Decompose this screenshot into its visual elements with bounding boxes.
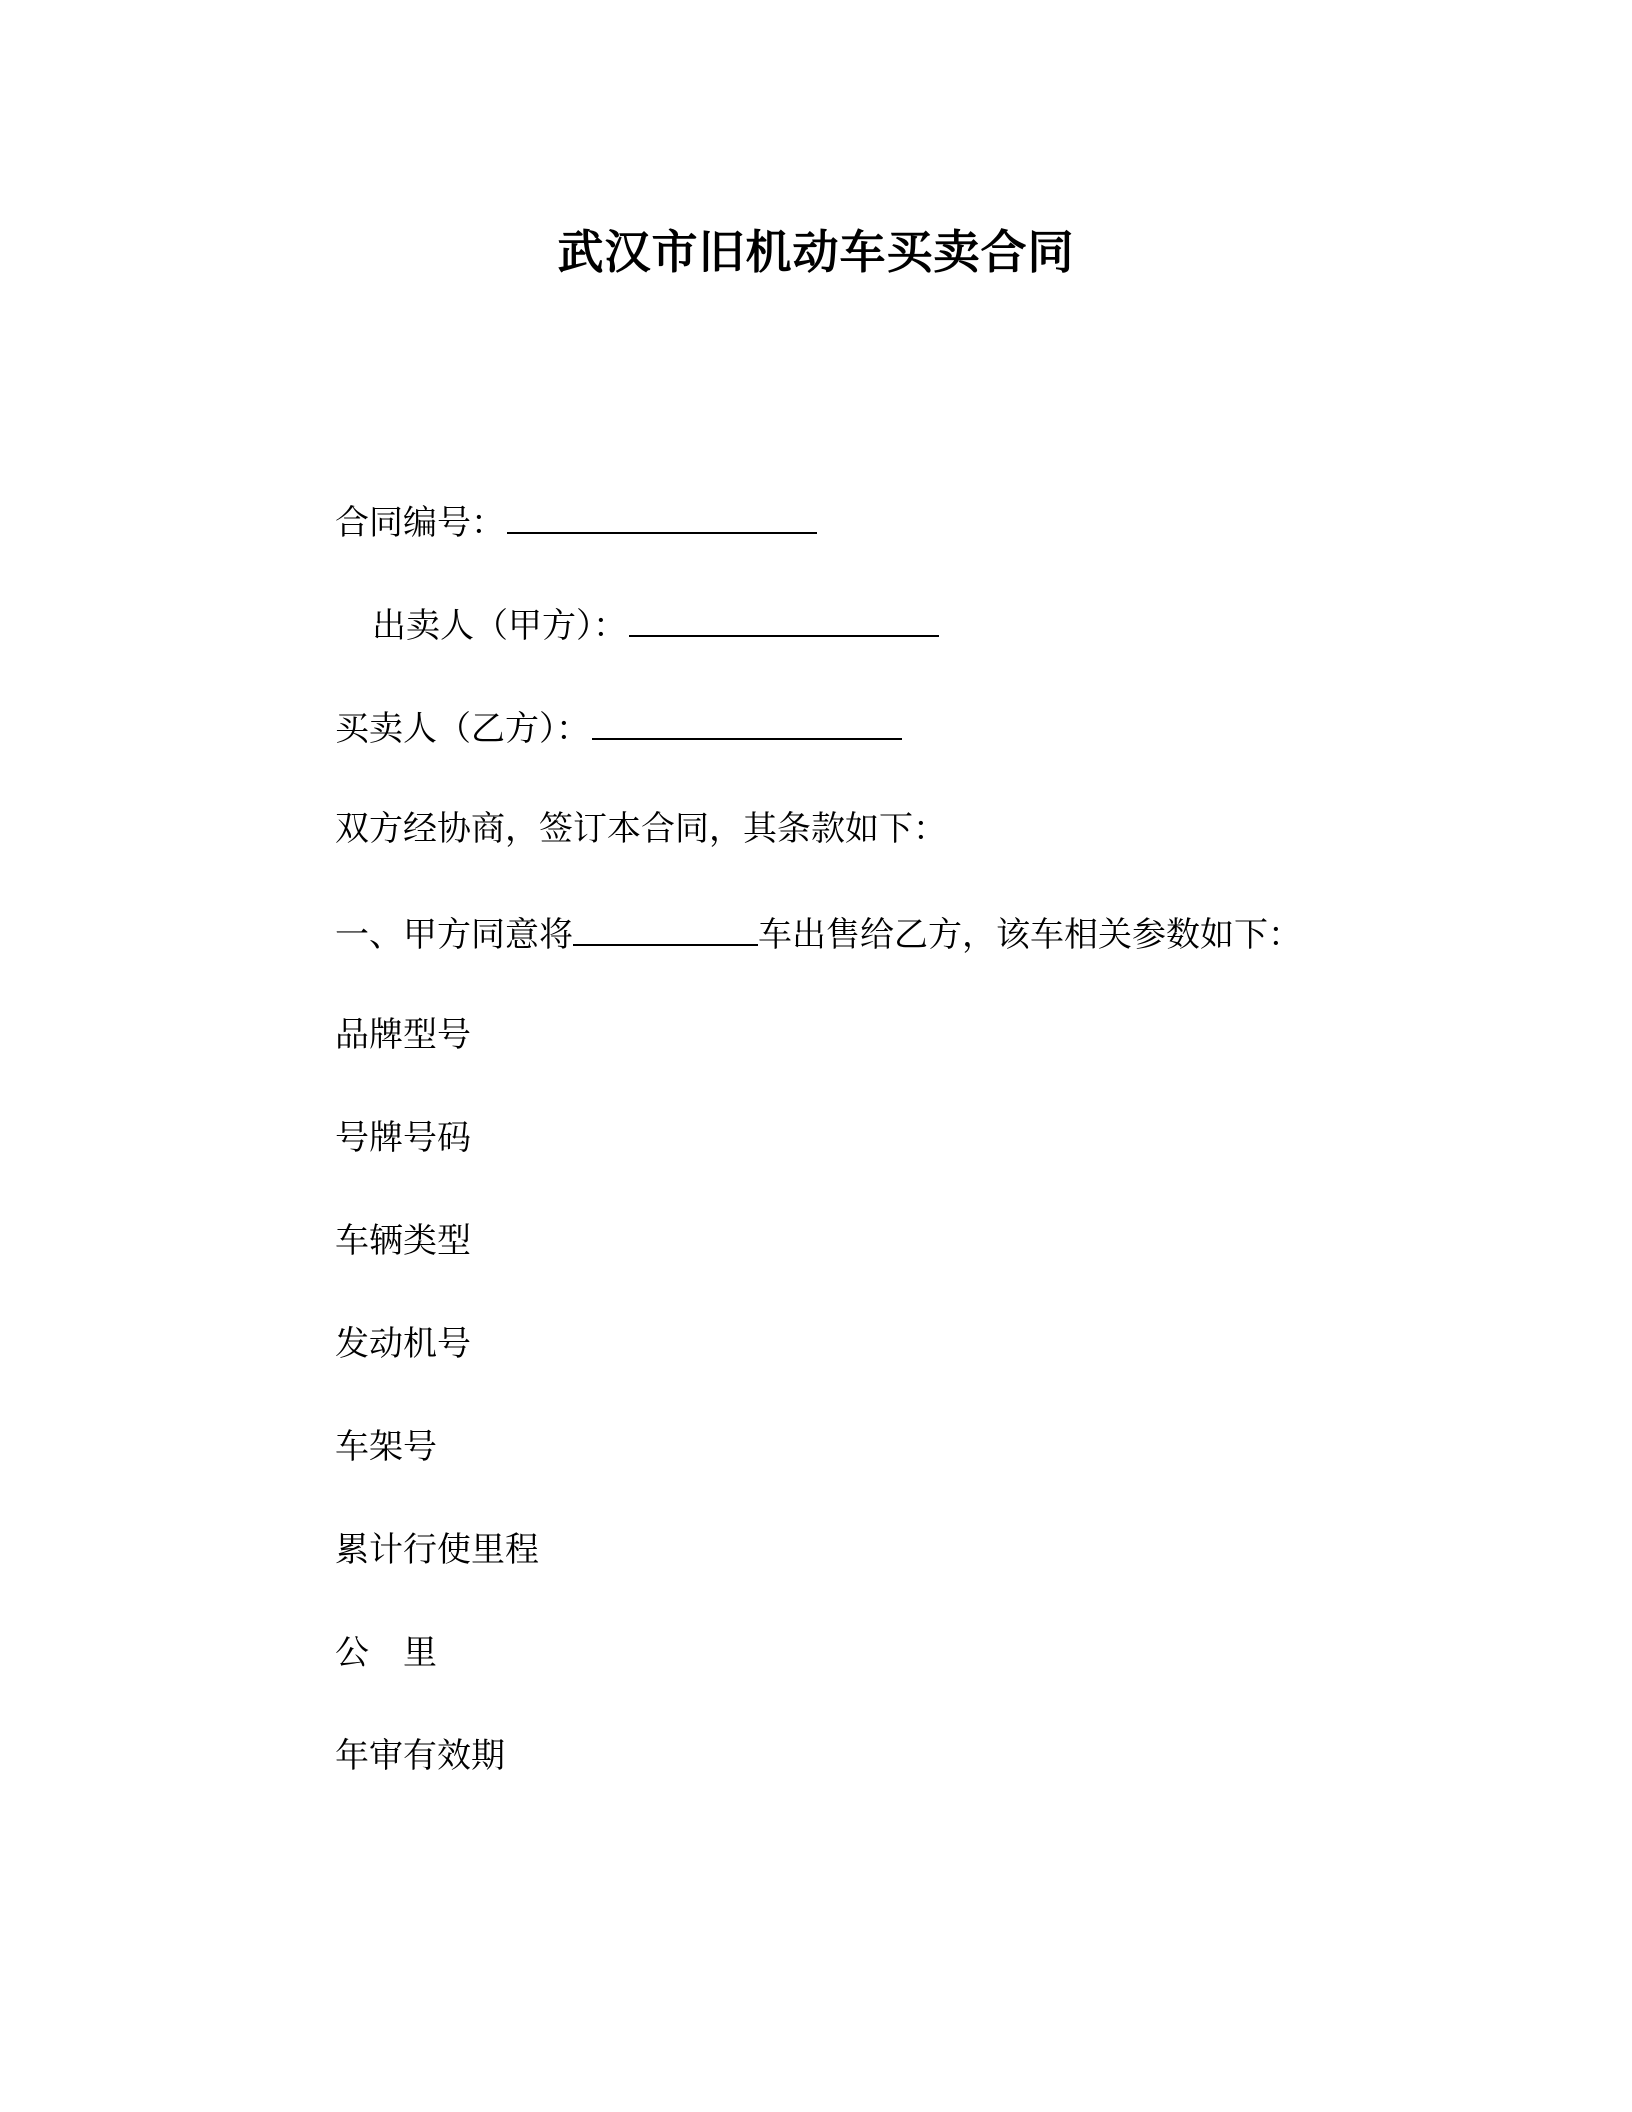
contract-number-line (335, 498, 819, 545)
seller-label: 出卖人（甲方）： (372, 606, 627, 646)
buyer-blank (592, 704, 902, 740)
param-inspection-validity: 年审有效期 (335, 1736, 505, 1776)
buyer-line (335, 704, 904, 751)
param-brand-model: 品牌型号 (335, 1015, 471, 1055)
document-title: 武汉市旧机动车买卖合同 (557, 225, 1075, 279)
vehicle-blank (573, 910, 758, 946)
contract-number-label: 合同编号： (335, 503, 505, 543)
param-mileage: 累计行使里程 (335, 1530, 539, 1570)
seller-blank (629, 601, 939, 637)
clause-one-suffix: 车出售给乙方，该车相关参数如下： (758, 915, 1302, 955)
buyer-label: 买卖人（乙方）： (335, 709, 590, 749)
param-plate-number: 号牌号码 (335, 1118, 471, 1158)
clause-one-prefix: 一、甲方同意将 (335, 915, 573, 955)
intro-line: 双方经协商，签订本合同，其条款如下： (335, 809, 947, 849)
param-engine-number: 发动机号 (335, 1324, 471, 1364)
clause-one-line (335, 910, 1302, 957)
param-frame-number: 车架号 (335, 1427, 437, 1467)
seller-line (372, 601, 941, 648)
param-km-unit: 公 里 (335, 1633, 437, 1673)
param-vehicle-type: 车辆类型 (335, 1221, 471, 1261)
contract-number-blank (507, 498, 817, 534)
